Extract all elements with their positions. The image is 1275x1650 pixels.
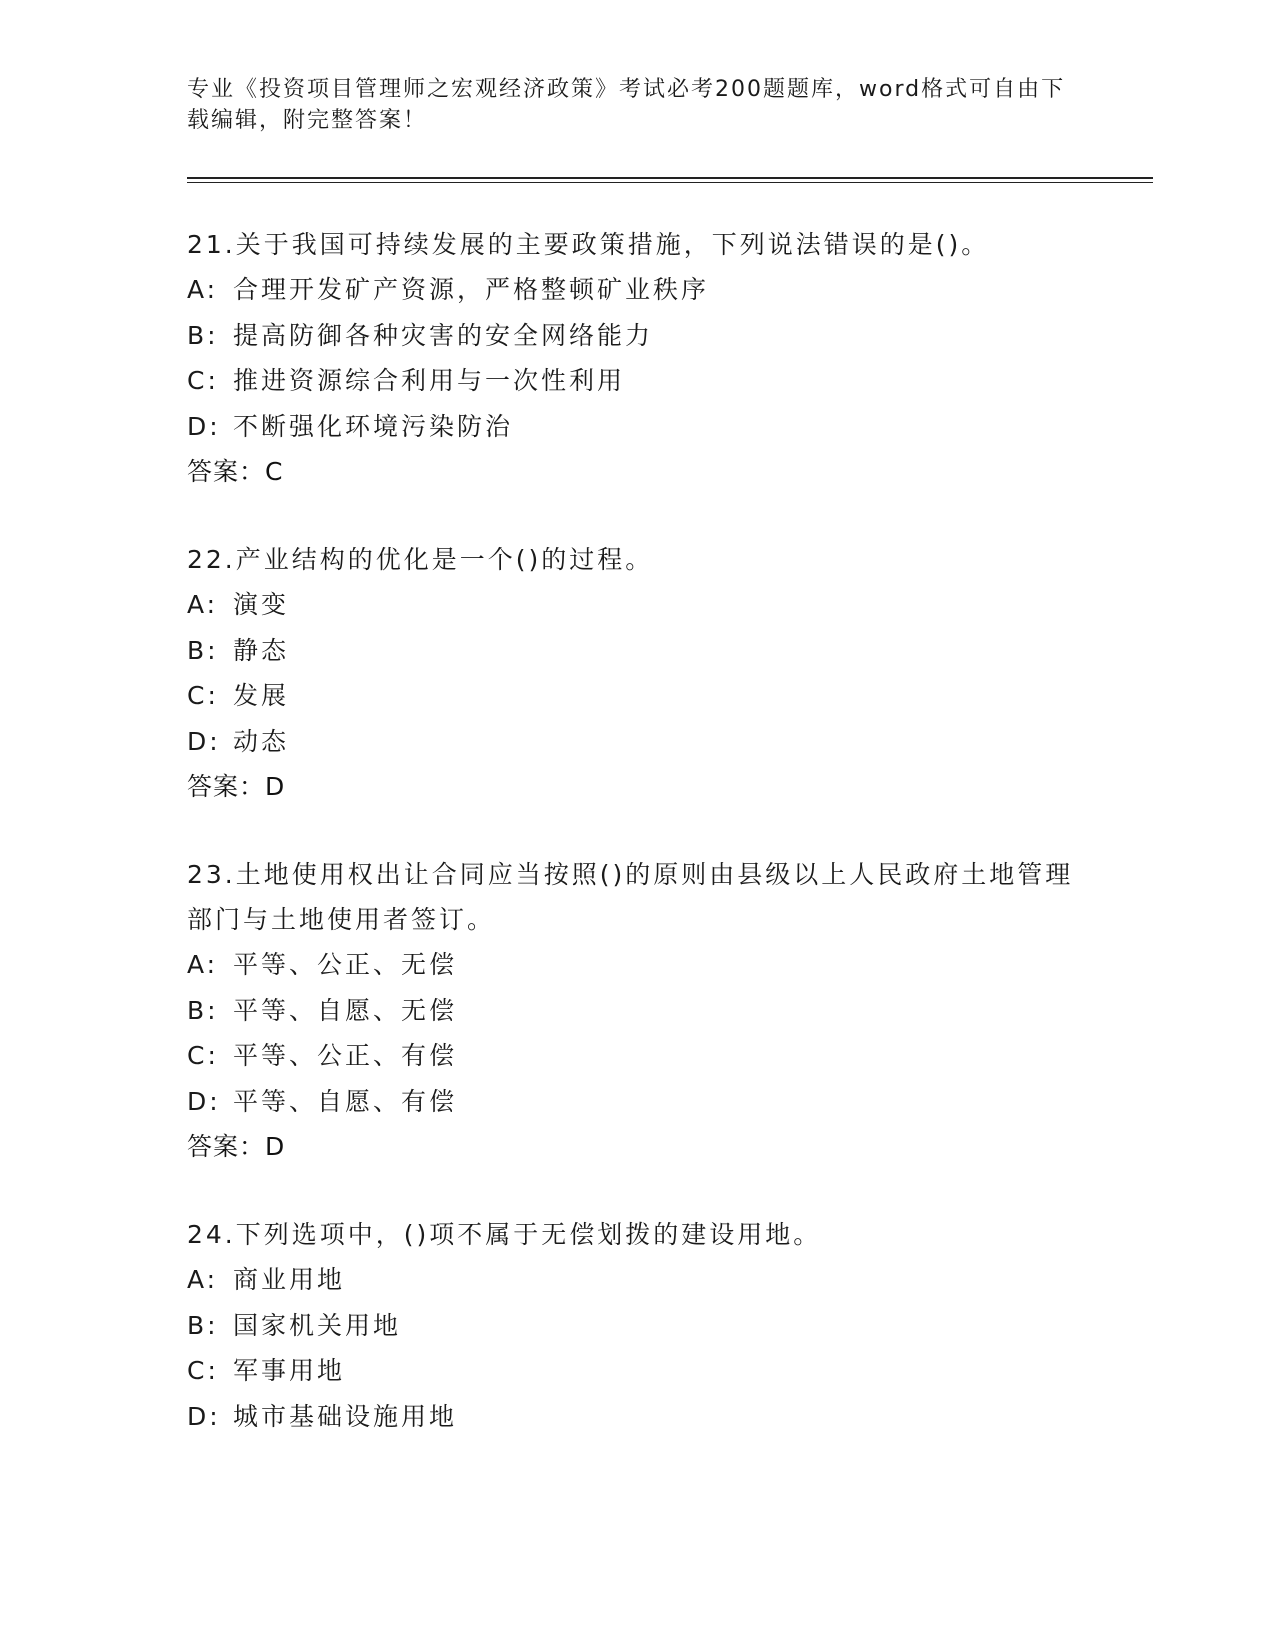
- question-24: [187, 1212, 1087, 1439]
- option-key: D:: [187, 726, 221, 756]
- option-a: [187, 1257, 1087, 1303]
- option-c: [187, 1033, 1087, 1079]
- option-key: C:: [187, 366, 219, 395]
- answer: 答案：D: [187, 1132, 286, 1161]
- option-text: 演变: [233, 590, 290, 619]
- option-d: [187, 719, 1087, 765]
- question-stem: 21.关于我国可持续发展的主要政策措施，下列说法错误的是()。: [187, 230, 990, 259]
- option-d: [187, 404, 1087, 450]
- option-text: 国家机关用地: [233, 1310, 402, 1340]
- option-c: [187, 673, 1087, 719]
- option-key: C:: [187, 1356, 219, 1385]
- option-b: [187, 313, 1087, 359]
- option-text: 不断强化环境污染防治: [233, 411, 514, 441]
- question-stem: 24.下列选项中，()项不属于无偿划拨的建设用地。: [187, 1220, 822, 1249]
- option-text: 平等、自愿、有偿: [233, 1086, 458, 1116]
- question-stem: 23.土地使用权出让合同应当按照()的原则由县级以上人民政府土地管理部门与土地使用者签订。: [187, 860, 1074, 934]
- answer: 答案：D: [187, 772, 286, 801]
- question-stem: 22.产业结构的优化是一个()的过程。: [187, 545, 654, 574]
- question-23: [187, 852, 1087, 1169]
- question-22: [187, 537, 1087, 809]
- option-key: A:: [187, 590, 219, 619]
- option-key: A:: [187, 275, 219, 304]
- option-key: A:: [187, 950, 219, 979]
- option-text: 推进资源综合利用与一次性利用: [233, 366, 626, 395]
- option-a: [187, 267, 1087, 313]
- option-key: B:: [187, 995, 219, 1025]
- option-text: 商业用地: [233, 1265, 346, 1294]
- option-key: D:: [187, 411, 221, 441]
- document-intro: 专业《投资项目管理师之宏观经济政策》考试必考200题题库，word格式可自由下载编辑，附完整答案！: [187, 77, 1066, 133]
- header-rule-thick: [187, 177, 1153, 179]
- option-key: D:: [187, 1086, 221, 1116]
- option-c: [187, 358, 1087, 404]
- option-key: A:: [187, 1265, 219, 1294]
- option-text: 平等、自愿、无偿: [233, 995, 458, 1025]
- option-key: C:: [187, 1041, 219, 1070]
- option-b: [187, 628, 1087, 674]
- option-d: [187, 1079, 1087, 1125]
- option-key: B:: [187, 320, 219, 350]
- option-key: B:: [187, 1310, 219, 1340]
- option-d: [187, 1394, 1087, 1440]
- option-a: [187, 582, 1087, 628]
- header-rule-thin: [187, 182, 1153, 183]
- option-text: 城市基础设施用地: [233, 1401, 458, 1431]
- option-text: 平等、公正、无偿: [233, 950, 458, 979]
- option-key: B:: [187, 635, 219, 665]
- option-text: 发展: [233, 681, 290, 710]
- option-b: [187, 988, 1087, 1034]
- option-a: [187, 942, 1087, 988]
- option-key: C:: [187, 681, 219, 710]
- answer: 答案：C: [187, 457, 284, 486]
- option-text: 静态: [233, 635, 290, 665]
- option-text: 合理开发矿产资源，严格整顿矿业秩序: [233, 275, 710, 304]
- option-key: D:: [187, 1401, 221, 1431]
- option-b: [187, 1303, 1087, 1349]
- option-text: 动态: [233, 726, 290, 756]
- option-text: 平等、公正、有偿: [233, 1041, 458, 1070]
- option-text: 军事用地: [233, 1356, 346, 1385]
- option-text: 提高防御各种灾害的安全网络能力: [233, 320, 654, 350]
- question-21: [187, 222, 1087, 494]
- option-c: [187, 1348, 1087, 1394]
